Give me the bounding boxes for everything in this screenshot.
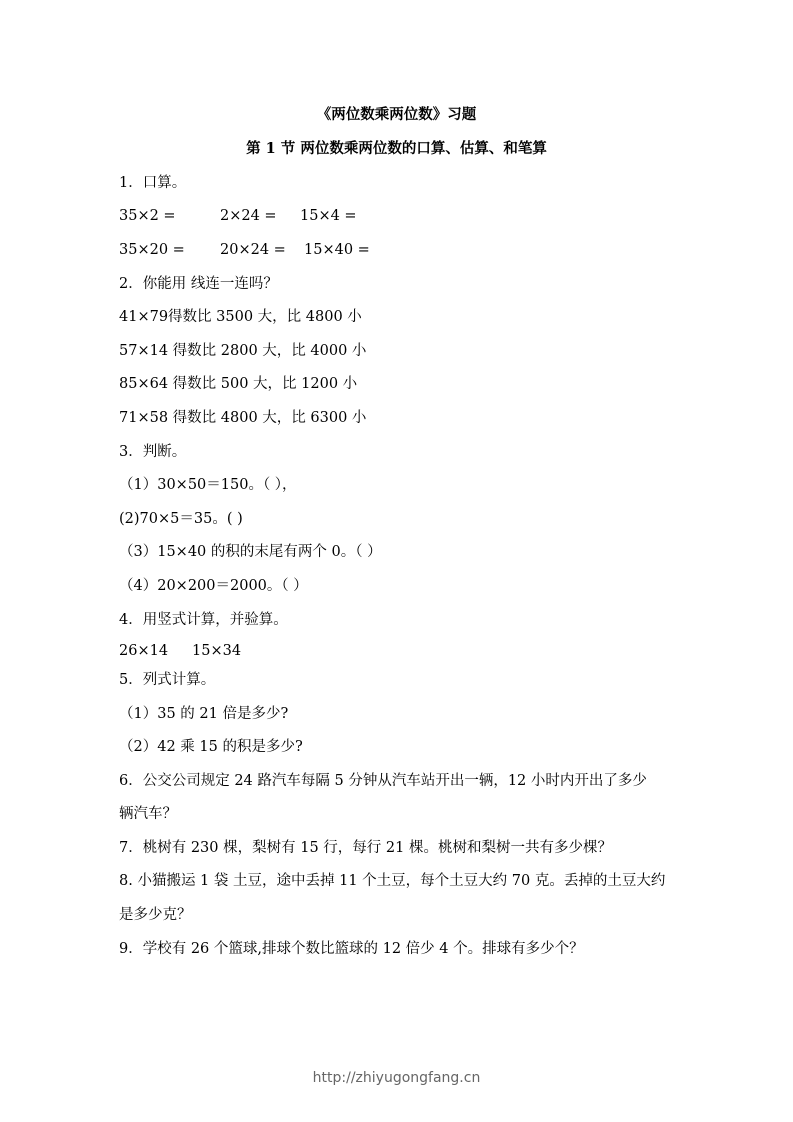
q1-expr: 15×40 = — [304, 242, 370, 258]
footer-url: http://zhiyugongfang.cn — [312, 1070, 481, 1086]
q9-line: 9．学校有 26 个篮球,排球个数比篮球的 12 倍少 4 个。排球有多少个？ — [119, 941, 584, 957]
q5-line: （2）42 乘 15 的积是多少? — [119, 739, 303, 755]
q4-heading: 4．用竖式计算，并验算。 — [119, 612, 288, 628]
q8-line: 8. 小猫搬运 1 袋 土豆，途中丢掉 11 个土豆，每个土豆大约 70 克。丢掉的土豆大约 — [119, 873, 666, 889]
q5-line: （1）35 的 21 倍是多少? — [119, 706, 289, 722]
q1-expr: 2×24 = — [220, 208, 277, 224]
q1-expr: 20×24 = — [220, 242, 286, 258]
section-subtitle: 第 1 节 两位数乘两位数的口算、估算、和笔算 — [246, 140, 547, 157]
q3-heading: 3．判断。 — [119, 444, 187, 460]
q7-line: 7．桃树有 230 棵，梨树有 15 行，每行 21 棵。桃树和梨树一共有多少棵？ — [119, 840, 612, 856]
q3-line: (2)70×5＝35。( ) — [119, 511, 243, 527]
q1-expr: 35×2 = — [119, 208, 176, 224]
q2-heading: 2．你能用 线连一连吗？ — [119, 276, 278, 292]
q3-line: （4）20×200＝2000。（ ） — [119, 578, 308, 594]
q2-line: 71×58 得数比 4800 大，比 6300 小 — [119, 410, 367, 426]
q8-line: 是多少克？ — [119, 907, 192, 923]
q6-line: 辆汽车？ — [119, 806, 177, 822]
q4-item: 26×14 — [119, 643, 169, 659]
q6-line: 6．公交公司规定 24 路汽车每隔 5 分钟从汽车站开出一辆，12 小时内开出了多少 — [119, 773, 647, 789]
q3-line: （1）30×50＝150。（ ）， — [119, 477, 297, 493]
q2-line: 85×64 得数比 500 大，比 1200 小 — [119, 376, 358, 392]
q1-expr: 15×4 = — [300, 208, 357, 224]
q5-heading: 5．列式计算。 — [119, 672, 216, 688]
q4-item: 15×34 — [192, 643, 242, 659]
q2-line: 57×14 得数比 2800 大，比 4000 小 — [119, 343, 367, 359]
page-title: 《两位数乘两位数》习题 — [316, 106, 477, 123]
q1-heading: 1．口算。 — [119, 175, 187, 191]
q1-expr: 35×20 = — [119, 242, 185, 258]
q2-line: 41×79得数比 3500 大，比 4800 小 — [119, 309, 362, 325]
q3-line: （3）15×40 的积的末尾有两个 0。（ ） — [119, 544, 382, 560]
